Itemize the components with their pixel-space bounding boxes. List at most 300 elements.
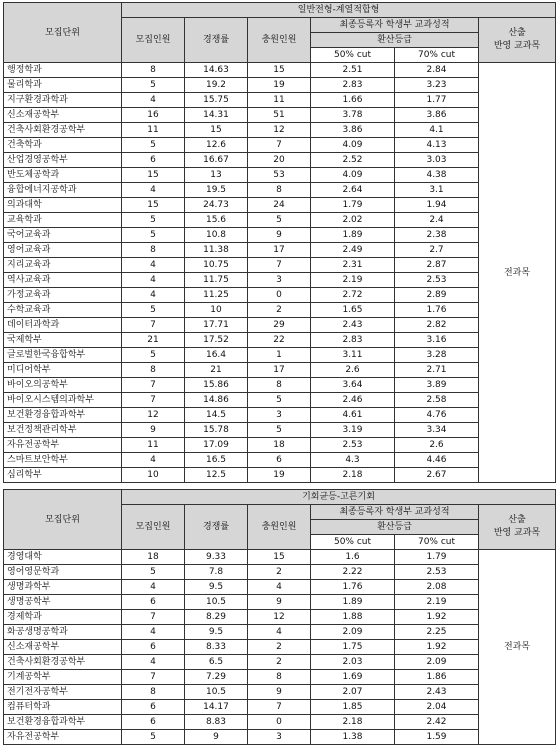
cell-cut50: 3.19 [311, 423, 395, 438]
cell-extra: 29 [248, 318, 311, 333]
cell-extra: 12 [248, 123, 311, 138]
cell-extra: 18 [248, 438, 311, 453]
cell-extra: 5 [248, 213, 311, 228]
cell-cut70: 2.67 [395, 468, 479, 483]
table-body [4, 63, 556, 483]
cell-cut50: 2.22 [311, 565, 395, 580]
cell-unit-name: 건축사회환경공학부 [4, 123, 122, 138]
table-row [4, 123, 556, 138]
table-body [4, 550, 556, 745]
cell-unit-name: 경제학과 [4, 610, 122, 625]
cell-cut70: 2.09 [395, 655, 479, 670]
cell-cut70: 3.16 [395, 333, 479, 348]
cell-extra: 2 [248, 303, 311, 318]
cell-extra: 8 [248, 670, 311, 685]
cell-quota: 4 [122, 93, 185, 108]
cell-quota: 4 [122, 580, 185, 595]
cell-cut50: 2.83 [311, 78, 395, 93]
cell-quota: 8 [122, 243, 185, 258]
cell-cut70: 4.46 [395, 453, 479, 468]
cell-unit-name: 지구환경과학과 [4, 93, 122, 108]
cell-quota: 5 [122, 565, 185, 580]
cell-extra: 51 [248, 108, 311, 123]
cell-extra: 19 [248, 468, 311, 483]
cell-extra: 8 [248, 378, 311, 393]
cell-cut70: 2.38 [395, 228, 479, 243]
cell-ratio: 10.8 [185, 228, 248, 243]
cell-cut70: 2.43 [395, 685, 479, 700]
cell-cut50: 2.18 [311, 715, 395, 730]
cell-subject: 전과목 [479, 63, 556, 483]
cell-cut70: 3.23 [395, 78, 479, 93]
cell-quota: 11 [122, 123, 185, 138]
cell-cut50: 2.02 [311, 213, 395, 228]
table-row [4, 408, 556, 423]
cell-cut50: 4.09 [311, 138, 395, 153]
cell-unit-name: 보건환경융합과학부 [4, 408, 122, 423]
cell-quota: 7 [122, 670, 185, 685]
cell-extra: 9 [248, 228, 311, 243]
page [3, 2, 555, 745]
cell-cut50: 1.69 [311, 670, 395, 685]
section-title: 일반전형-계열적합형 [122, 3, 556, 18]
cell-unit-name: 가정교육과 [4, 288, 122, 303]
table-row [4, 378, 556, 393]
cell-quota: 4 [122, 183, 185, 198]
cell-ratio: 11.38 [185, 243, 248, 258]
cell-ratio: 17.52 [185, 333, 248, 348]
cell-cut70: 3.34 [395, 423, 479, 438]
admission-table-equal-opportunity [3, 489, 556, 745]
table-row [4, 273, 556, 288]
table-row [4, 393, 556, 408]
cell-unit-name: 화공생명공학과 [4, 625, 122, 640]
table-row [4, 78, 556, 93]
cell-cut70: 1.92 [395, 610, 479, 625]
cell-ratio: 10.5 [185, 595, 248, 610]
table-row [4, 700, 556, 715]
cell-cut50: 4.3 [311, 453, 395, 468]
cell-cut70: 1.92 [395, 640, 479, 655]
cell-ratio: 9.33 [185, 550, 248, 565]
table-row [4, 258, 556, 273]
cell-cut50: 2.07 [311, 685, 395, 700]
cell-unit-name: 보건정책관리학부 [4, 423, 122, 438]
cell-ratio: 7.8 [185, 565, 248, 580]
cell-ratio: 16.67 [185, 153, 248, 168]
cell-quota: 9 [122, 423, 185, 438]
header-unit: 모집단위 [4, 490, 122, 550]
cell-cut50: 2.19 [311, 273, 395, 288]
cell-unit-name: 건축학과 [4, 138, 122, 153]
cell-cut50: 1.38 [311, 730, 395, 745]
cell-ratio: 13 [185, 168, 248, 183]
table-row [4, 625, 556, 640]
cell-quota: 5 [122, 213, 185, 228]
cell-unit-name: 자유전공학부 [4, 438, 122, 453]
cell-cut70: 1.76 [395, 303, 479, 318]
cell-extra: 19 [248, 78, 311, 93]
cell-extra: 1 [248, 348, 311, 363]
table-row [4, 453, 556, 468]
table-row [4, 363, 556, 378]
cell-cut70: 4.13 [395, 138, 479, 153]
cell-cut70: 2.84 [395, 63, 479, 78]
table-row [4, 550, 556, 565]
cell-cut70: 2.6 [395, 438, 479, 453]
table-row [4, 730, 556, 745]
header-subject [479, 505, 556, 550]
table-row [4, 438, 556, 453]
cell-quota: 7 [122, 610, 185, 625]
cell-extra: 3 [248, 273, 311, 288]
cell-ratio: 15.78 [185, 423, 248, 438]
cell-ratio: 21 [185, 363, 248, 378]
cell-unit-name: 의과대학 [4, 198, 122, 213]
cell-quota: 8 [122, 363, 185, 378]
cell-unit-name: 스마트보안학부 [4, 453, 122, 468]
table-row [4, 303, 556, 318]
cell-ratio: 12.6 [185, 138, 248, 153]
cell-cut70: 1.94 [395, 198, 479, 213]
header-subject-line2: 반영 교과목 [493, 41, 541, 51]
cell-unit-name: 데이터과학과 [4, 318, 122, 333]
cell-unit-name: 글로벌한국융합학부 [4, 348, 122, 363]
table-row [4, 228, 556, 243]
cell-ratio: 11.75 [185, 273, 248, 288]
cell-extra: 17 [248, 243, 311, 258]
cell-extra: 7 [248, 258, 311, 273]
cell-cut50: 2.6 [311, 363, 395, 378]
cell-ratio: 14.63 [185, 63, 248, 78]
cell-cut70: 4.38 [395, 168, 479, 183]
cell-extra: 7 [248, 700, 311, 715]
cell-cut50: 2.18 [311, 468, 395, 483]
cell-extra: 17 [248, 363, 311, 378]
cell-cut50: 2.83 [311, 333, 395, 348]
cell-extra: 53 [248, 168, 311, 183]
header-grade-subtitle: 환산등급 [311, 33, 479, 48]
cell-cut70: 2.08 [395, 580, 479, 595]
cell-cut50: 2.64 [311, 183, 395, 198]
cell-quota: 6 [122, 700, 185, 715]
cell-cut70: 4.76 [395, 408, 479, 423]
cell-unit-name: 보건환경융합과학부 [4, 715, 122, 730]
cell-quota: 5 [122, 228, 185, 243]
cell-cut70: 2.53 [395, 565, 479, 580]
cell-cut70: 2.58 [395, 393, 479, 408]
cell-cut70: 3.86 [395, 108, 479, 123]
table-row [4, 108, 556, 123]
table-row [4, 468, 556, 483]
cell-unit-name: 영어영문학과 [4, 565, 122, 580]
table-row [4, 565, 556, 580]
header-ratio: 경쟁률 [185, 505, 248, 550]
cell-unit-name: 산업경영공학부 [4, 153, 122, 168]
table-row [4, 595, 556, 610]
cell-cut50: 1.76 [311, 580, 395, 595]
cell-quota: 4 [122, 273, 185, 288]
cell-cut50: 1.6 [311, 550, 395, 565]
cell-quota: 7 [122, 393, 185, 408]
cell-extra: 6 [248, 453, 311, 468]
table-row [4, 685, 556, 700]
cell-extra: 12 [248, 610, 311, 625]
header-subject-line1: 산출 [508, 28, 526, 38]
cell-quota: 6 [122, 715, 185, 730]
cell-ratio: 8.83 [185, 715, 248, 730]
header-subject-line2: 반영 교과목 [493, 528, 541, 538]
header-quota: 모집인원 [122, 18, 185, 63]
cell-quota: 5 [122, 78, 185, 93]
cell-cut50: 4.61 [311, 408, 395, 423]
cell-unit-name: 자유전공학부 [4, 730, 122, 745]
cell-ratio: 24.73 [185, 198, 248, 213]
table-row [4, 93, 556, 108]
cell-cut70: 2.71 [395, 363, 479, 378]
header-cut50: 50% cut [311, 535, 395, 550]
cell-unit-name: 컴퓨터학과 [4, 700, 122, 715]
cell-unit-name: 경영대학 [4, 550, 122, 565]
cell-extra: 0 [248, 715, 311, 730]
cell-extra: 0 [248, 288, 311, 303]
cell-quota: 15 [122, 168, 185, 183]
cell-cut50: 2.46 [311, 393, 395, 408]
cell-ratio: 14.86 [185, 393, 248, 408]
cell-quota: 16 [122, 108, 185, 123]
header-grade-title: 최종등록자 학생부 교과성적 [311, 18, 479, 33]
cell-quota: 18 [122, 550, 185, 565]
cell-unit-name: 생명공학부 [4, 595, 122, 610]
cell-cut70: 1.59 [395, 730, 479, 745]
cell-unit-name: 전기전자공학부 [4, 685, 122, 700]
cell-extra: 22 [248, 333, 311, 348]
cell-cut50: 1.89 [311, 228, 395, 243]
cell-ratio: 12.5 [185, 468, 248, 483]
cell-cut70: 2.04 [395, 700, 479, 715]
cell-ratio: 6.5 [185, 655, 248, 670]
cell-cut50: 1.65 [311, 303, 395, 318]
cell-unit-name: 신소재공학부 [4, 108, 122, 123]
cell-ratio: 17.09 [185, 438, 248, 453]
cell-quota: 8 [122, 63, 185, 78]
cell-cut50: 1.89 [311, 595, 395, 610]
cell-cut50: 1.75 [311, 640, 395, 655]
cell-extra: 15 [248, 550, 311, 565]
cell-cut70: 2.87 [395, 258, 479, 273]
cell-ratio: 19.5 [185, 183, 248, 198]
cell-extra: 24 [248, 198, 311, 213]
cell-extra: 9 [248, 595, 311, 610]
cell-extra: 2 [248, 640, 311, 655]
cell-quota: 6 [122, 595, 185, 610]
table-row [4, 288, 556, 303]
header-unit: 모집단위 [4, 3, 122, 63]
table-row [4, 183, 556, 198]
header-grade-title: 최종등록자 학생부 교과성적 [311, 505, 479, 520]
header-quota: 모집인원 [122, 505, 185, 550]
cell-quota: 6 [122, 153, 185, 168]
cell-ratio: 10 [185, 303, 248, 318]
cell-ratio: 10.75 [185, 258, 248, 273]
cell-quota: 6 [122, 640, 185, 655]
header-subject-line1: 산출 [508, 515, 526, 525]
cell-cut50: 2.31 [311, 258, 395, 273]
cell-cut50: 2.51 [311, 63, 395, 78]
admission-table-general [3, 2, 556, 483]
cell-quota: 5 [122, 348, 185, 363]
cell-ratio: 14.31 [185, 108, 248, 123]
cell-quota: 21 [122, 333, 185, 348]
table-row [4, 610, 556, 625]
cell-unit-name: 기계공학부 [4, 670, 122, 685]
cell-cut50: 2.52 [311, 153, 395, 168]
table-row [4, 580, 556, 595]
cell-cut50: 1.66 [311, 93, 395, 108]
cell-extra: 3 [248, 730, 311, 745]
cell-ratio: 9.5 [185, 625, 248, 640]
cell-extra: 4 [248, 625, 311, 640]
cell-cut50: 3.64 [311, 378, 395, 393]
cell-cut70: 1.77 [395, 93, 479, 108]
cell-extra: 2 [248, 655, 311, 670]
cell-quota: 12 [122, 408, 185, 423]
cell-extra: 2 [248, 565, 311, 580]
cell-quota: 7 [122, 318, 185, 333]
cell-ratio: 19.2 [185, 78, 248, 93]
cell-unit-name: 신소재공학부 [4, 640, 122, 655]
header-grade-subtitle: 환산등급 [311, 520, 479, 535]
header-cut70: 70% cut [395, 48, 479, 63]
cell-cut50: 3.11 [311, 348, 395, 363]
cell-unit-name: 바이오시스템의과학부 [4, 393, 122, 408]
cell-extra: 8 [248, 183, 311, 198]
cell-ratio: 15.75 [185, 93, 248, 108]
cell-unit-name: 바이오의공학부 [4, 378, 122, 393]
cell-unit-name: 국제학부 [4, 333, 122, 348]
table-row [4, 153, 556, 168]
cell-cut70: 4.1 [395, 123, 479, 138]
cell-cut50: 2.72 [311, 288, 395, 303]
cell-quota: 10 [122, 468, 185, 483]
cell-cut50: 1.79 [311, 198, 395, 213]
cell-ratio: 9 [185, 730, 248, 745]
cell-quota: 15 [122, 198, 185, 213]
cell-cut70: 2.7 [395, 243, 479, 258]
cell-ratio: 15.86 [185, 378, 248, 393]
table-row [4, 318, 556, 333]
cell-quota: 7 [122, 378, 185, 393]
cell-cut50: 3.78 [311, 108, 395, 123]
cell-unit-name: 심리학부 [4, 468, 122, 483]
cell-extra: 4 [248, 580, 311, 595]
table-row [4, 640, 556, 655]
header-cut70: 70% cut [395, 535, 479, 550]
header-extra: 충원인원 [248, 505, 311, 550]
cell-quota: 5 [122, 303, 185, 318]
cell-unit-name: 미디어학부 [4, 363, 122, 378]
cell-ratio: 10.5 [185, 685, 248, 700]
cell-unit-name: 융합에너지공학과 [4, 183, 122, 198]
cell-cut70: 2.42 [395, 715, 479, 730]
cell-extra: 5 [248, 393, 311, 408]
cell-ratio: 17.71 [185, 318, 248, 333]
cell-quota: 4 [122, 453, 185, 468]
cell-cut50: 3.86 [311, 123, 395, 138]
cell-extra: 9 [248, 685, 311, 700]
cell-extra: 5 [248, 423, 311, 438]
cell-unit-name: 수학교육과 [4, 303, 122, 318]
table-row [4, 670, 556, 685]
table-row [4, 348, 556, 363]
cell-ratio: 15.6 [185, 213, 248, 228]
cell-cut70: 1.79 [395, 550, 479, 565]
cell-ratio: 14.5 [185, 408, 248, 423]
cell-quota: 11 [122, 438, 185, 453]
section-title: 기회균등-고른기회 [122, 490, 556, 505]
cell-unit-name: 교육학과 [4, 213, 122, 228]
cell-ratio: 15 [185, 123, 248, 138]
cell-extra: 20 [248, 153, 311, 168]
table-row [4, 423, 556, 438]
cell-ratio: 8.29 [185, 610, 248, 625]
cell-cut50: 2.09 [311, 625, 395, 640]
cell-subject: 전과목 [479, 550, 556, 745]
cell-cut50: 1.85 [311, 700, 395, 715]
cell-cut70: 3.89 [395, 378, 479, 393]
cell-quota: 5 [122, 138, 185, 153]
table-row [4, 198, 556, 213]
cell-extra: 7 [248, 138, 311, 153]
cell-cut50: 1.88 [311, 610, 395, 625]
cell-extra: 11 [248, 93, 311, 108]
cell-quota: 4 [122, 655, 185, 670]
cell-cut70: 2.4 [395, 213, 479, 228]
table-row [4, 168, 556, 183]
header-subject [479, 18, 556, 63]
cell-ratio: 7.29 [185, 670, 248, 685]
cell-quota: 8 [122, 685, 185, 700]
table-row [4, 63, 556, 78]
table-row [4, 715, 556, 730]
table-row [4, 333, 556, 348]
table-row [4, 138, 556, 153]
cell-extra: 3 [248, 408, 311, 423]
cell-cut50: 2.53 [311, 438, 395, 453]
cell-ratio: 14.17 [185, 700, 248, 715]
cell-cut70: 2.53 [395, 273, 479, 288]
cell-cut70: 3.03 [395, 153, 479, 168]
cell-ratio: 8.33 [185, 640, 248, 655]
cell-quota: 5 [122, 730, 185, 745]
cell-quota: 4 [122, 625, 185, 640]
cell-quota: 4 [122, 288, 185, 303]
header-extra: 충원인원 [248, 18, 311, 63]
cell-unit-name: 물리학과 [4, 78, 122, 93]
table-row [4, 213, 556, 228]
cell-unit-name: 생명과학부 [4, 580, 122, 595]
cell-unit-name: 국어교육과 [4, 228, 122, 243]
table-row [4, 243, 556, 258]
cell-unit-name: 건축사회환경공학부 [4, 655, 122, 670]
cell-cut50: 4.09 [311, 168, 395, 183]
cell-cut50: 2.49 [311, 243, 395, 258]
cell-unit-name: 행정학과 [4, 63, 122, 78]
cell-cut70: 2.25 [395, 625, 479, 640]
cell-ratio: 11.25 [185, 288, 248, 303]
cell-ratio: 9.5 [185, 580, 248, 595]
header-ratio: 경쟁률 [185, 18, 248, 63]
